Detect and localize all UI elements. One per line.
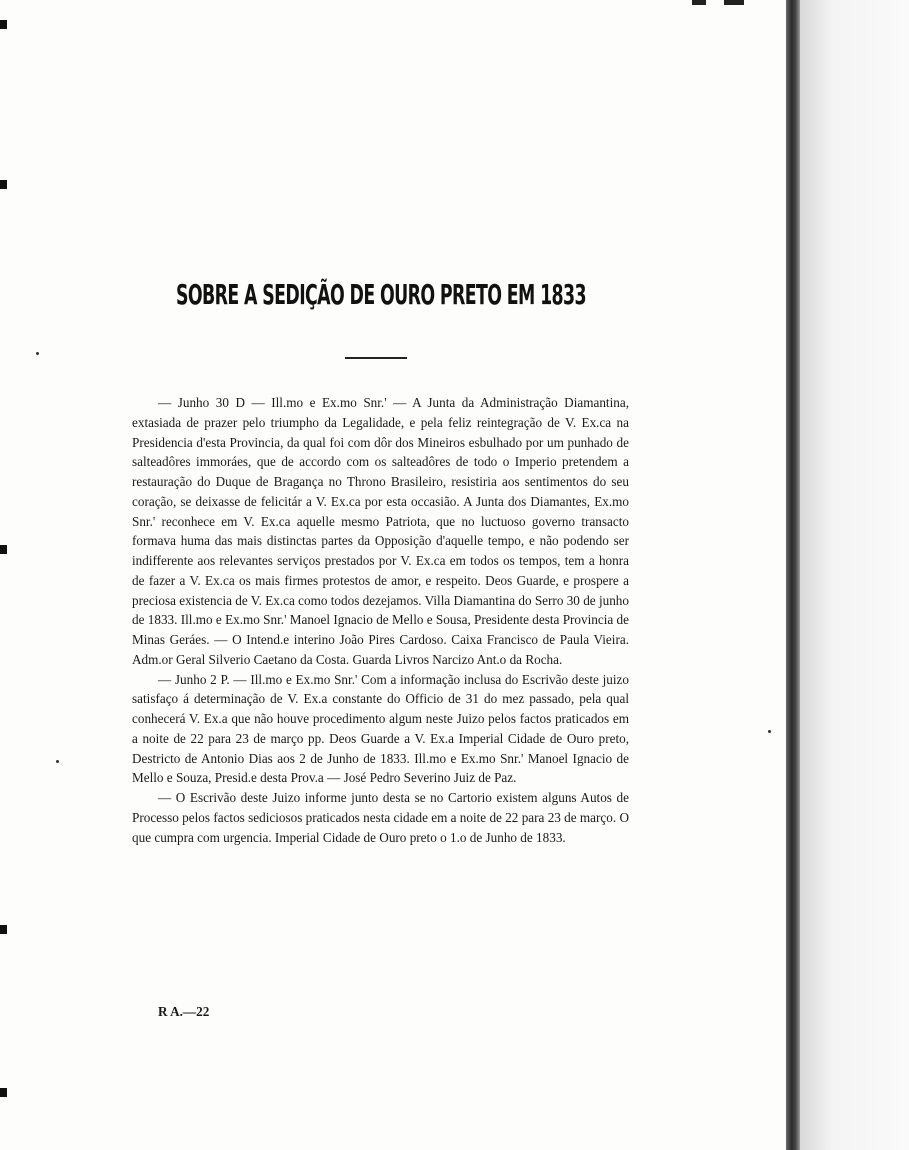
signature-mark: R A.—22 [158,1004,210,1019]
page-shadow [800,0,909,1150]
ink-speck [36,352,39,355]
ink-speck [768,730,771,733]
document-body [132,393,629,847]
scan-mark [0,1088,7,1097]
paragraph: — Junho 2 P. — Ill.mo e Ex.mo Snr.' Com a informação inclusa do Escrivão deste juizo satisfaço á determinação de V. Ex.a constante do Officio de 31 do mez passado, pela qual conhecerá V. Ex.a que não houve procedimento algum neste Juizo pelos factos praticados em a noite de 22 para 23 de março pp. Deos Guarde a V. Ex.a Imperial Cidade de Ouro preto, Destricto de Antonio Dias aos 2 de Junho de 1833. Ill.mo e Ex.mo Snr.' Manoel Ignacio de Mello e Souza, Presid.e desta Prov.a — José Pedro Severino Juiz de Paz. [132,671,629,786]
scan-mark [692,0,706,5]
scan-mark [0,925,7,934]
paragraph: — O Escrivão deste Juizo informe junto desta se no Cartorio existem alguns Autos de Processo pelos factos sediciosos praticados nesta cidade em a noite de 22 para 23 de março. O que cumpra com urgencia. Imperial Cidade de Ouro preto o 1.o de Junho de 1833. [132,790,629,845]
scan-mark [0,20,7,29]
paragraph: — Junho 30 D — Ill.mo e Ex.mo Snr.' — A Junta da Administração Diamantina, extasiada de prazer pelo triumpho da Legalidade, e pela feliz reintegração de V. Ex.ca na Presidencia d'esta Provincia, da qual foi com dôr dos Mineiros esbulhado por um punhado de salteadôres immoráes, que de accordo com os salteadôres de todo o Imperio pretendem a restauração do Duque de Bragança no Throno Brasileiro, resistiria aos sentimentos do seu coração, se deixasse de felicitár a V. Ex.ca por esta occasião. A Junta dos Diamantes, Ex.mo Snr.' reconhece em V. Ex.ca aquelle mesmo Patriota, que no luctuoso governo transacto formava huma das mais distinctas partes da Opposição d'aquelle tempo, e não podendo ser indifferente aos relevantes serviços prestados por V. Ex.ca em todos os tempos, tem a honra de fazer a V. Ex.ca os mais firmes protestos de amor, e respeito. Deos Guarde, e prospere a preciosa existencia de V. Ex.ca como todos dezejamos. Villa Diamantina do Serro 30 de junho de 1833. Ill.mo e Ex.mo Snr.' Manoel Ignacio de Mello e Sousa, Presidente desta Provincia de Minas Geráes. — O Intend.e interino João Pires Cardoso. Caixa Francisco de Paula Vieira. Adm.or Geral Silverio Caetano da Costa. Guarda Livros Narcizo Ant.o da Rocha. [132,395,629,667]
scan-mark [724,0,744,5]
title-divider [345,357,407,359]
scan-mark [0,180,7,189]
ink-speck [56,760,59,763]
page-title: SOBRE A SEDIÇÃO DE OURO PRETO EM 1833 [176,278,586,311]
book-binding-edge [786,0,800,1150]
scan-mark [0,545,7,554]
